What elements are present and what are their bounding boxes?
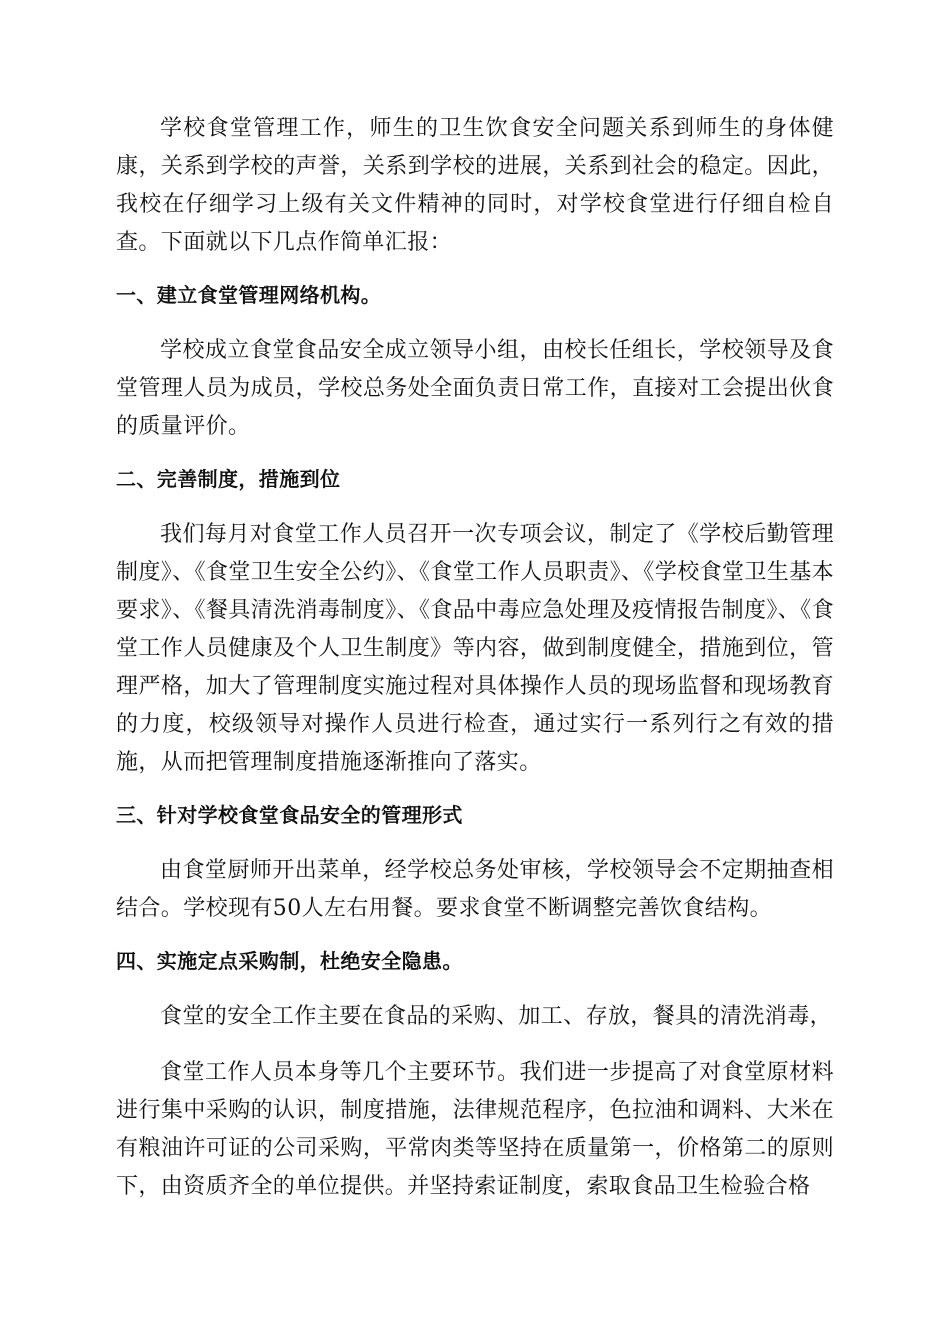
- section-heading-3: 三、针对学校食堂食品安全的管理形式: [116, 803, 463, 827]
- section-heading-1: 一、建立食堂管理网络机构。: [116, 283, 382, 307]
- section-heading-4: 四、实施定点采购制，杜绝安全隐患。: [116, 949, 463, 973]
- section-4-paragraph-2: 食堂工作人员本身等几个主要环节。我们进一步提高了对食堂原材料进行集中采购的认识，制度措施，法律规范程序，色拉油和调料、大米在有粮油许可证的公司采购，平常肉类等坚持在质量第一，价格第二的原则下，由资质齐全的单位提供。并坚持索证制度，索取食品卫生检验合格: [116, 1060, 834, 1199]
- section-heading-2: 二、完善制度，措施到位: [116, 467, 341, 491]
- document-page: [116, 110, 834, 1212]
- intro-paragraph: 学校食堂管理工作，师生的卫生饮食安全问题关系到师生的身体健康，关系到学校的声誉，关系到学校的进展，关系到社会的稳定。因此，我校在仔细学习上级有关文件精神的同时，对学校食堂进行仔细自检自查。下面就以下几点作简单汇报：: [116, 116, 834, 255]
- section-4-paragraph-1: 食堂的安全工作主要在食品的采购、加工、存放，餐具的清洗消毒，: [160, 1004, 833, 1029]
- section-3-paragraph: 由食堂厨师开出菜单，经学校总务处审核，学校领导会不定期抽查相结合。学校现有50人左右用餐。要求食堂不断调整完善饮食结构。: [116, 858, 834, 921]
- section-1-paragraph: 学校成立食堂食品安全成立领导小组，由校长任组长，学校领导及食堂管理人员为成员，学校总务处全面负责日常工作，直接对工会提出伙食的质量评价。: [116, 338, 834, 439]
- section-2-paragraph: 我们每月对食堂工作人员召开一次专项会议，制定了《学校后勤管理制度》、《食堂卫生安全公约》、《食堂工作人员职责》、《学校食堂卫生基本要求》、《餐具清洗消毒制度》、《食品中毒应急处理及疫情报告制度》、《食堂工作人员健康及个人卫生制度》等内容，做到制度健全，措施到位，管理严格，加大了管理制度实施过程对具体操作人员的现场监督和现场教育的力度，校级领导对操作人员进行检查，通过实行一系列行之有效的措施，从而把管理制度措施逐渐推向了落实。: [116, 522, 835, 775]
